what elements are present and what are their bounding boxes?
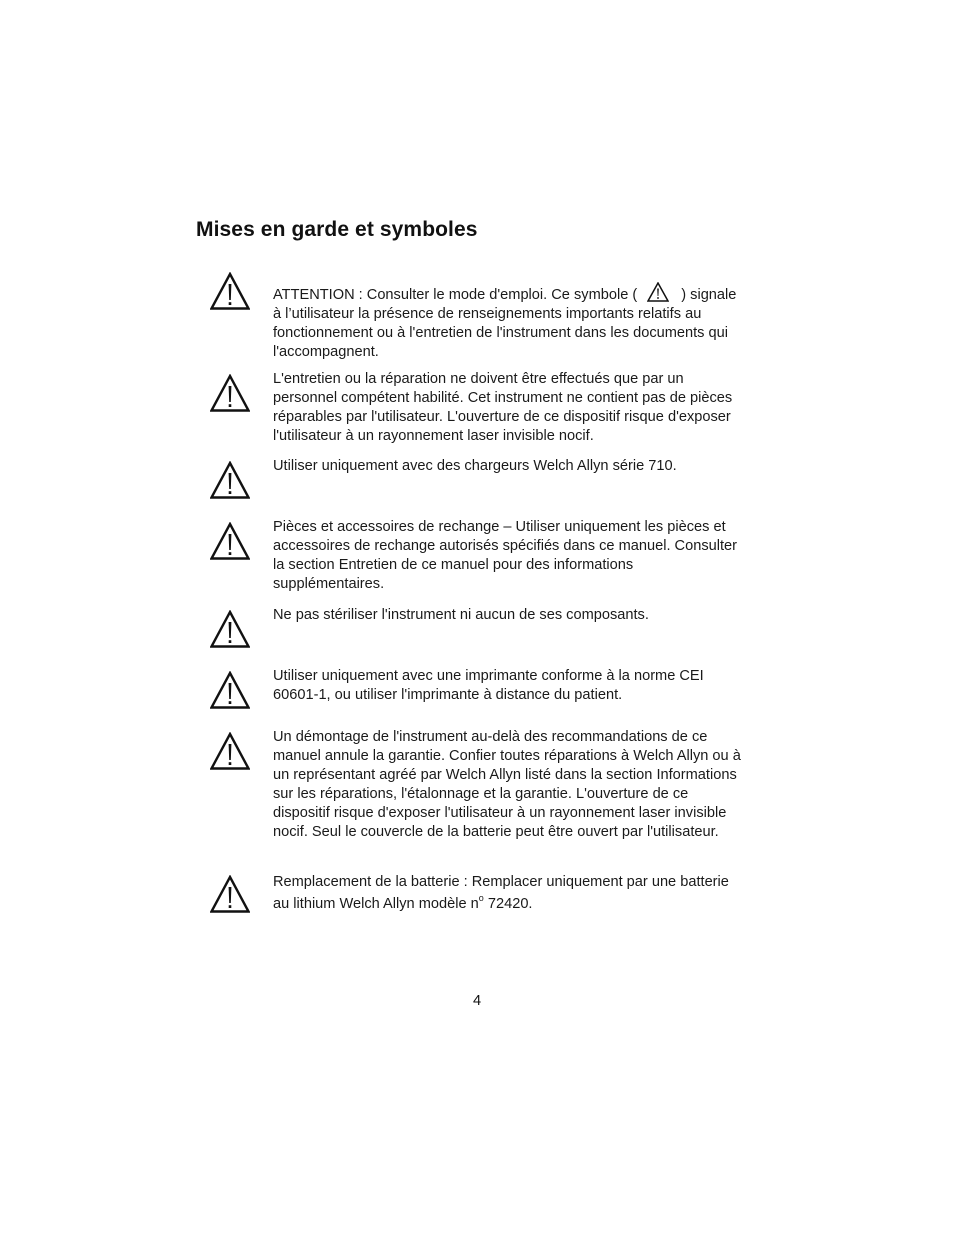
- warning-triangle-icon: [210, 461, 250, 499]
- page-title: Mises en garde et symboles: [196, 218, 478, 241]
- warning-triangle-icon: [210, 875, 250, 913]
- warning-triangle-icon: [210, 732, 250, 770]
- warning-triangle-icon: [210, 272, 250, 310]
- warning-triangle-icon: [210, 610, 250, 648]
- warning-triangle-icon: [210, 671, 250, 709]
- warning-text: L'entretien ou la réparation ne doivent être effectués que par un personnel compétent habilité. Cet instrument ne contient pas de pièces réparables par l'utilisateur. L'ouverture de ce dispositif risque d'exposer l'utilisateur à un rayonnement laser invisible nocif.: [273, 371, 733, 444]
- warning-text: Utiliser uniquement avec une imprimante conforme à la norme CEI 60601-1, ou utiliser l'imprimante à distance du patient.: [273, 668, 704, 703]
- warning-text: Remplacement de la batterie : Remplacer uniquement par une batterie au lithium Welch Allyn modèle $n^o$ 72420.: [273, 874, 729, 912]
- warning-text: Pièces et accessoires de rechange – Utiliser uniquement les pièces et accessoires de rechange autorisés spécifiés dans ce manuel. Consulter la section Entretien de ce manuel pour des informations supplémentaires.: [273, 519, 738, 592]
- warning-triangle-icon: [210, 522, 250, 560]
- warning-text: Ne pas stériliser l'instrument ni aucun de ses composants.: [273, 607, 649, 623]
- warning-text: ATTENTION : Consulter le mode d'emploi. Ce symbole ( ) signale à l’utilisateur la présence de renseignements importants relatifs au fonctionnement ou à l'entretien de l'instrument dans les documents qui l'accompagnent.: [273, 282, 748, 362]
- inline-warning-triangle-icon: [647, 282, 669, 302]
- warning-triangle-icon: [210, 374, 250, 412]
- warning-text: Un démontage de l'instrument au-delà des recommandations de ce manuel annule la garantie. Confier toutes réparations à Welch Allyn ou à un représentant agréé par Welch Allyn listé dans la section Informations sur les réparations, l'étalonnage et la garantie. L'ouverture de ce dispositif risque d'exposer l'utilisateur à un rayonnement laser invisible nocif. Seul le couvercle de la batterie peut être ouvert par l'utilisateur.: [273, 729, 741, 840]
- warning-text: Utiliser uniquement avec des chargeurs Welch Allyn série 710.: [273, 458, 677, 474]
- page-number: 4: [472, 993, 482, 1009]
